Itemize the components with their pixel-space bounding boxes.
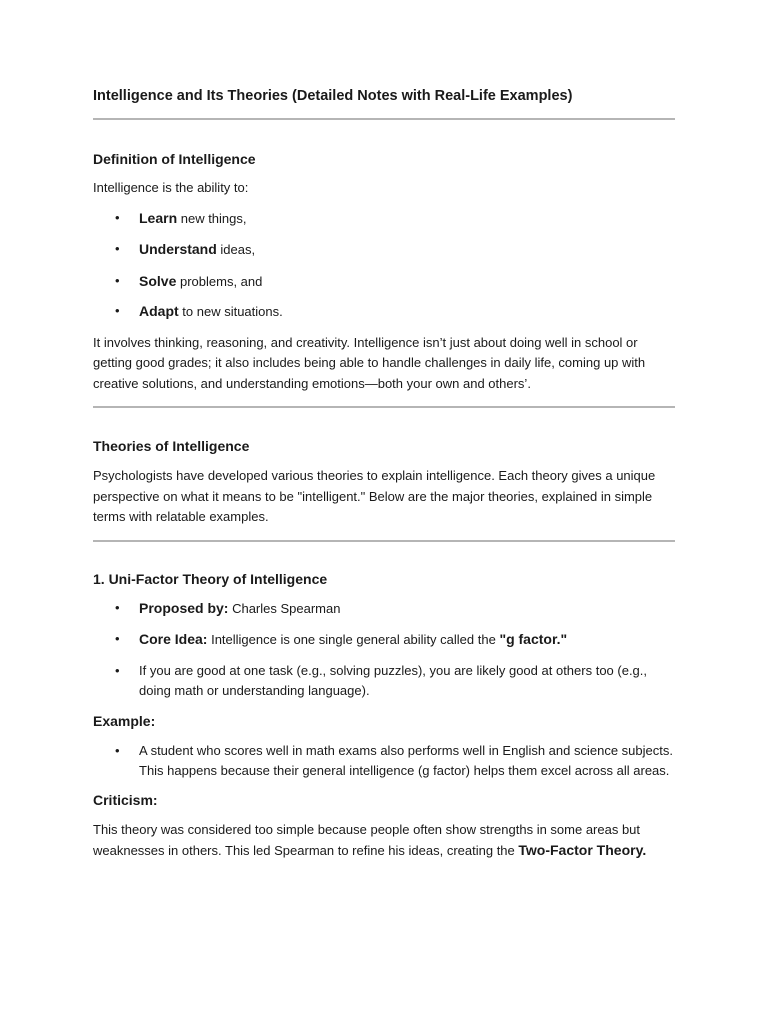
list-item: • A student who scores well in math exams also performs well in English and science subjects. This happens because their general intelligence (g factor) helps them excel across all areas. (93, 741, 675, 782)
divider (93, 540, 675, 542)
unifactor-list (93, 598, 675, 702)
document-title: Intelligence and Its Theories (Detailed Notes with Real-Life Examples) (93, 88, 573, 104)
divider (93, 406, 675, 408)
example-heading: Example: (93, 712, 156, 729)
list-item: • Solve problems, and (93, 271, 675, 293)
theories-section (93, 436, 675, 528)
ability-list (93, 208, 675, 323)
theories-heading: Theories of Intelligence (93, 438, 250, 454)
unifactor-heading: 1. Uni-Factor Theory of Intelligence (93, 570, 328, 587)
list-item: • If you are good at one task (e.g., solving puzzles), you are likely good at others too (e.g., doing math or understanding language). (93, 661, 675, 702)
definition-intro: Intelligence is the ability to: (93, 180, 249, 195)
unifactor-section (93, 569, 675, 862)
list-item: • Core Idea: Intelligence is one single general ability called the "g factor." (93, 629, 675, 651)
criticism-paragraph: This theory was considered too simple because people often show strengths in some areas but weaknesses in others. This led Spearman to refine his ideas, creating the Two-Factor Theory. (93, 821, 647, 858)
example-list (93, 741, 675, 782)
list-item: • Understand ideas, (93, 239, 675, 261)
list-item: • Adapt to new situations. (93, 301, 675, 323)
document-content (93, 86, 675, 862)
definition-paragraph: It involves thinking, reasoning, and creativity. Intelligence isn’t just about doing well in school or getting good grades; it also includes being able to handle challenges in daily life, coming up with creative solutions, and understanding emotions—both your own and others’. (93, 334, 646, 391)
definition-heading: Definition of Intelligence (93, 151, 256, 167)
divider (93, 118, 675, 120)
definition-section (93, 149, 675, 394)
list-item: • Proposed by: Charles Spearman (93, 598, 675, 620)
list-item: • Learn new things, (93, 208, 675, 230)
theories-paragraph: Psychologists have developed various theories to explain intelligence. Each theory gives a unique perspective on what it means to be "intelligent." Below are the major theories, explained in simple terms with relatable examples. (93, 468, 656, 524)
criticism-heading: Criticism: (93, 791, 158, 808)
